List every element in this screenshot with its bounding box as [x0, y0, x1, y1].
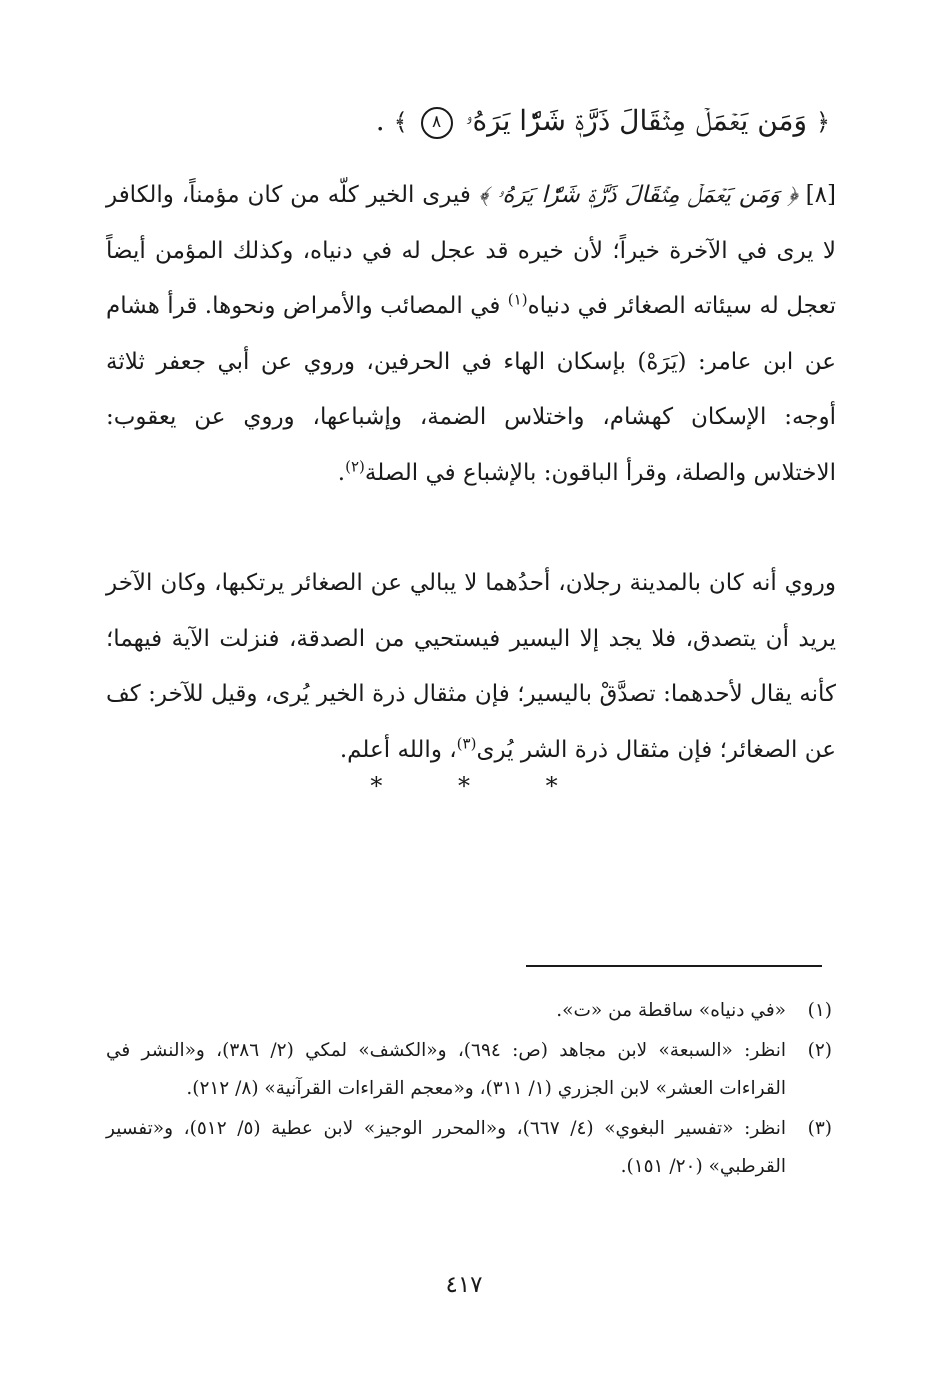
commentary-paragraph-1	[106, 168, 836, 501]
footnote-number: (٣)	[807, 1118, 832, 1139]
footnote-marker-3[interactable]: (٣)	[456, 733, 477, 752]
footnotes	[106, 992, 832, 1188]
footnote-item	[106, 992, 832, 1030]
footnote-number: (٢)	[807, 1040, 832, 1061]
footnote-divider	[526, 965, 822, 967]
footnote-text: «في دنياه» ساقطة من «ت».	[556, 1000, 786, 1021]
verse-reference: [٨]	[805, 182, 836, 208]
footnote-number: (١)	[807, 1000, 832, 1021]
footnote-marker-1[interactable]: (١)	[507, 290, 528, 309]
footnote-marker-2[interactable]: (٢)	[345, 456, 365, 475]
paragraph2-text-b: ، والله أعلم.	[339, 736, 457, 763]
paragraph1-text-b: في المصائب والأمراض ونحوها. قرأ هشام عن ابن عامر: (يَرَهْ) بإسكان الهاء في الحرفين، وروي عن أبي جعفر ثلاثة أوجه: الإسكان كهشام، واختلاس الضمة، وإشباعها، وروي عن يعقوب: الاختلاس والصلة، وقرأ الباقون: بالإشباع في الصلة	[106, 293, 836, 486]
commentary-paragraph-2	[106, 556, 836, 778]
footnote-text: انظر: «السبعة» لابن مجاهد (ص: ٦٩٤)، و«الكشف» لمكي (٢/ ٣٨٦)، و«النشر في القراءات العشر» لابن الجزري (١/ ٣١١)، و«معجم القراءات القرآنية» (٨/ ٢١٢).	[106, 1040, 786, 1099]
page-number: ٤١٧	[445, 1272, 483, 1298]
footnote-item	[106, 1032, 832, 1108]
verse-close-ornament: ﴾	[393, 108, 408, 136]
verse-open-ornament: ﴿	[815, 108, 830, 136]
verse-number-medallion: ٨	[421, 107, 453, 139]
quoted-verse: ﴿ وَمَن يَعۡمَلۡ مِثۡقَالَ ذَرَّةٖ شَرّٗا يَرَهُۥ ﴾	[478, 182, 798, 208]
footnote-text: انظر: «تفسير البغوي» (٤/ ٦٦٧)، و«المحرر الوجيز» لابن عطية (٥/ ٥١٢)، و«تفسير القرطبي» (٢٠/ ١٥١).	[106, 1118, 787, 1177]
paragraph1-text-a: فيرى الخير كلّه من كان مؤمناً، والكافر لا يرى في الآخرة خيراً؛ لأن خيره قد عجل له في دنياه، وكذلك المؤمن أيضاً تعجل له سيئاته الصغائر في دنياه	[106, 182, 836, 319]
verse-heading-trailing: .	[375, 104, 385, 137]
paragraph1-end: .	[337, 459, 346, 486]
verse-heading	[300, 96, 830, 147]
paragraph2-text-a: وروي أنه كان بالمدينة رجلان، أحدُهما لا يبالي عن الصغائر يرتكبها، وكان الآخر يريد أن يتصدق، فلا يجد إلا اليسير فيستحيي من الصدقة، فنزلت الآية فيهما؛ كأنه يقال لأحدهما: تصدَّقْ باليسير؛ فإن مثقال ذرة الخير يُرى، وقيل للآخر: كف عن الصغائر؛ فإن مثقال ذرة الشر يُرى	[106, 570, 836, 763]
verse-heading-text: وَمَن يَعۡمَلۡ مِثۡقَالَ ذَرَّةٖ شَرّٗا يَرَهُۥ	[465, 104, 808, 137]
section-separator: * * *	[370, 772, 592, 800]
footnote-item	[106, 1110, 832, 1186]
